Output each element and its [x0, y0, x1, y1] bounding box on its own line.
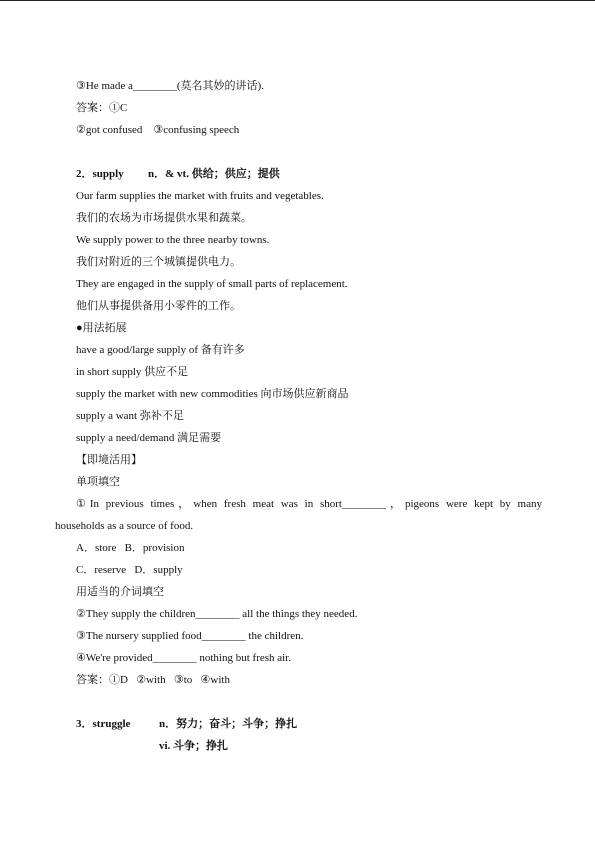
section-label: 单项填空	[76, 476, 120, 488]
usage-item: supply a need/demand 满足需要	[76, 432, 222, 444]
usage-heading: ●用法拓展	[76, 322, 127, 334]
question-text: ①In previous times，when fresh meat was in short________，pigeons were kept by many	[76, 498, 542, 510]
question-text: ④We're provided________ nothing but fresh air.	[76, 652, 292, 664]
example-en: We supply power to the three nearby towns.	[76, 234, 270, 246]
question-text: ③The nursery supplied food________ the children.	[76, 630, 304, 642]
entry-heading-pos: n．& vt. 供给；供应；提供	[148, 168, 280, 180]
question-text-continued: households as a source of food.	[55, 520, 194, 532]
example-en: They are engaged in the supply of small parts of replacement.	[76, 278, 348, 290]
example-en: Our farm supplies the market with fruits and vegetables.	[76, 190, 324, 202]
section-label: 用适当的介词填空	[76, 586, 164, 598]
options-line: C．reserve D．supply	[76, 564, 183, 576]
practice-heading: 【即境活用】	[76, 454, 142, 466]
usage-item: supply a want 弥补不足	[76, 410, 184, 422]
example-zh: 我们的农场为市场提供水果和蔬菜。	[76, 212, 252, 224]
entry-heading-pos: n．努力；奋斗；斗争；挣扎	[159, 718, 298, 730]
page-top-border	[0, 0, 595, 1]
options-line: A．store B．provision	[76, 542, 185, 554]
example-zh: 我们对附近的三个城镇提供电力。	[76, 256, 241, 268]
usage-item: supply the market with new commodities 向市场供应新商品	[76, 388, 349, 400]
usage-item: have a good/large supply of 备有许多	[76, 344, 245, 356]
exercise-line: ③He made a________(莫名其妙的讲话).	[76, 80, 264, 92]
answer-line: 答案：①D ②with ③to ④with	[76, 674, 230, 686]
answer-line: 答案：①C	[76, 102, 128, 114]
question-text: ②They supply the children________ all the things they needed.	[76, 608, 358, 620]
entry-heading-number: 2．supply	[76, 168, 124, 180]
entry-heading-number: 3．struggle	[76, 718, 131, 730]
entry-heading-pos: vi. 斗争；挣扎	[159, 740, 229, 752]
example-zh: 他们从事提供备用小零件的工作。	[76, 300, 241, 312]
answer-line: ②got confused ③confusing speech	[76, 124, 240, 136]
usage-item: in short supply 供应不足	[76, 366, 189, 378]
